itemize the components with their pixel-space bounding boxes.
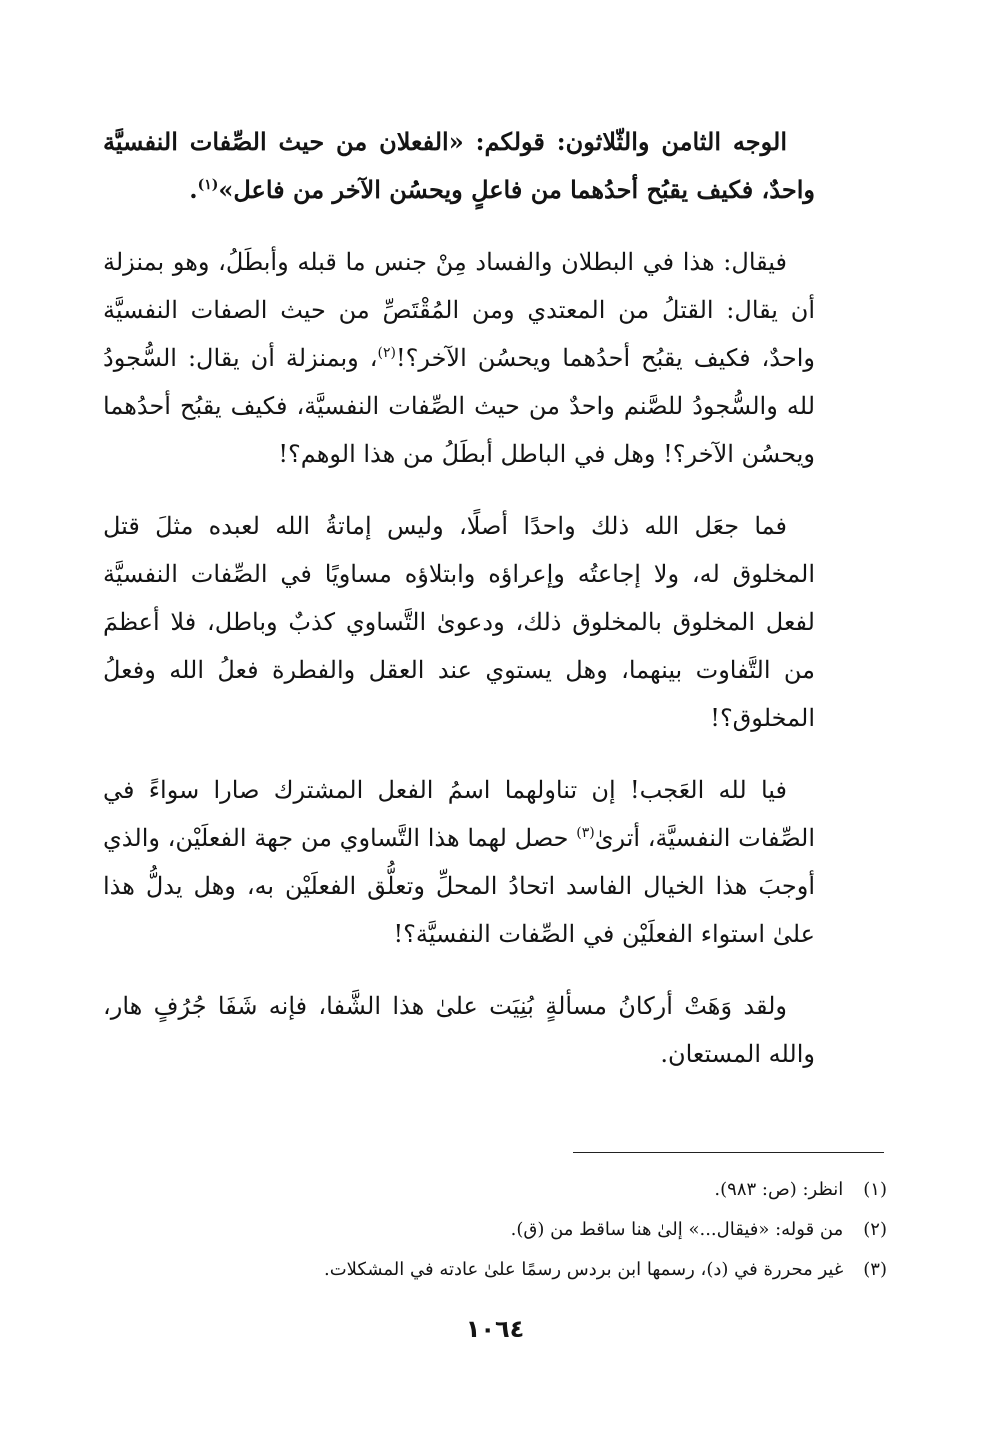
footnote-divider: [573, 1152, 884, 1153]
footnote-text: انظر: (ص: ٩٨٣).: [714, 1179, 844, 1200]
footnote-ref-1[interactable]: (١): [197, 177, 219, 193]
paragraph-38th-aspect: [103, 118, 815, 214]
footnote-number: (٣): [863, 1259, 887, 1280]
paragraph-conclusion: [103, 982, 815, 1078]
paragraph-text: فما جعَل الله ذلك واحدًا أصلًا، وليس إماتةُ الله لعبده مثلَ قتل المخلوق له، ولا إجاعتُه وإعراؤه وابتلاؤه مساويًا في الصِّفات النفسيَّة لفعل المخلوق بالمخلوق ذلك، ودعوىٰ التَّساوي كذبٌ وباطل، فلا أعظمَ من التَّفاوت بينهما، وهل يستوي عند العقل والفطرة فعلُ الله وفعلُ المخلوق؟!: [103, 512, 815, 732]
footnote-number: (٢): [863, 1219, 887, 1240]
footnote-3: [103, 1250, 887, 1290]
paragraph-divine-act: [103, 502, 815, 742]
paragraph-text: الوجه الثامن والثّلاثون: قولكم: «الفعلان من حيث الصِّفات النفسيَّة واحدٌ، فكيف يقبُح أحدُهما من فاعلٍ ويحسُن الآخر من فاعل»: [103, 127, 815, 204]
footnotes: [103, 1170, 887, 1290]
paragraph-text: فيقال: هذا في البطلان والفساد مِنْ جنس ما قبله وأبطَلُ، وهو بمنزلة أن يقال: القتلُ من المعتدي ومن المُقْتَصِّ من حيث الصفات النفسيَّة واحدٌ، فكيف يقبُح أحدُهما ويحسُن الآخر؟!: [103, 248, 815, 372]
footnote-ref-3[interactable]: (٣): [576, 825, 595, 841]
paragraph-tail: ، وبمنزلة أن يقال: السُّجودُ لله والسُّجودُ للصَّنم واحدٌ من حيث الصِّفات النفسيَّة، فكيف يقبُح أحدُهما ويحسُن الآخر؟! وهل في الباطل أبطَلُ من هذا الوهم؟!: [103, 344, 816, 468]
main-text: [103, 118, 815, 1078]
footnote-ref-2[interactable]: (٢): [377, 345, 396, 361]
footnote-number: (١): [863, 1179, 887, 1200]
paragraph-tail: .: [189, 175, 198, 204]
footnote-1: [103, 1170, 887, 1210]
page-number: ١٠٦٤: [465, 1315, 525, 1343]
footnote-2: [103, 1210, 887, 1250]
paragraph-text: ولقد وَهَتْ أركانُ مسألةٍ بُنِيَت علىٰ هذا الشَّفا، فإنه شَفَا جُرُفٍ هار، والله المستعان.: [103, 992, 815, 1068]
paragraph-wonder: [103, 766, 815, 958]
paragraph-tail: حصل لهما هذا التَّساوي من جهة الفعلَيْن، والذي أوجبَ هذا الخيال الفاسد اتحادُ المحلِّ وتعلُّق الفعلَيْن به، وهل يدلُّ هذا علىٰ استواء الفعلَيْن في الصِّفات النفسيَّة؟!: [103, 824, 815, 948]
paragraph-text: فيا لله العَجب! إن تناولهما اسمُ الفعل المشترك صارا سواءً في الصِّفات النفسيَّة، أترىٰ: [103, 776, 815, 852]
paragraph-response: [103, 238, 815, 478]
footnote-text: من قوله: «فيقال...» إلىٰ هنا ساقط من (ق).: [510, 1219, 844, 1240]
footnote-text: غير محررة في (د)، رسمها ابن بردس رسمًا علىٰ عادته في المشكلات.: [323, 1259, 844, 1280]
